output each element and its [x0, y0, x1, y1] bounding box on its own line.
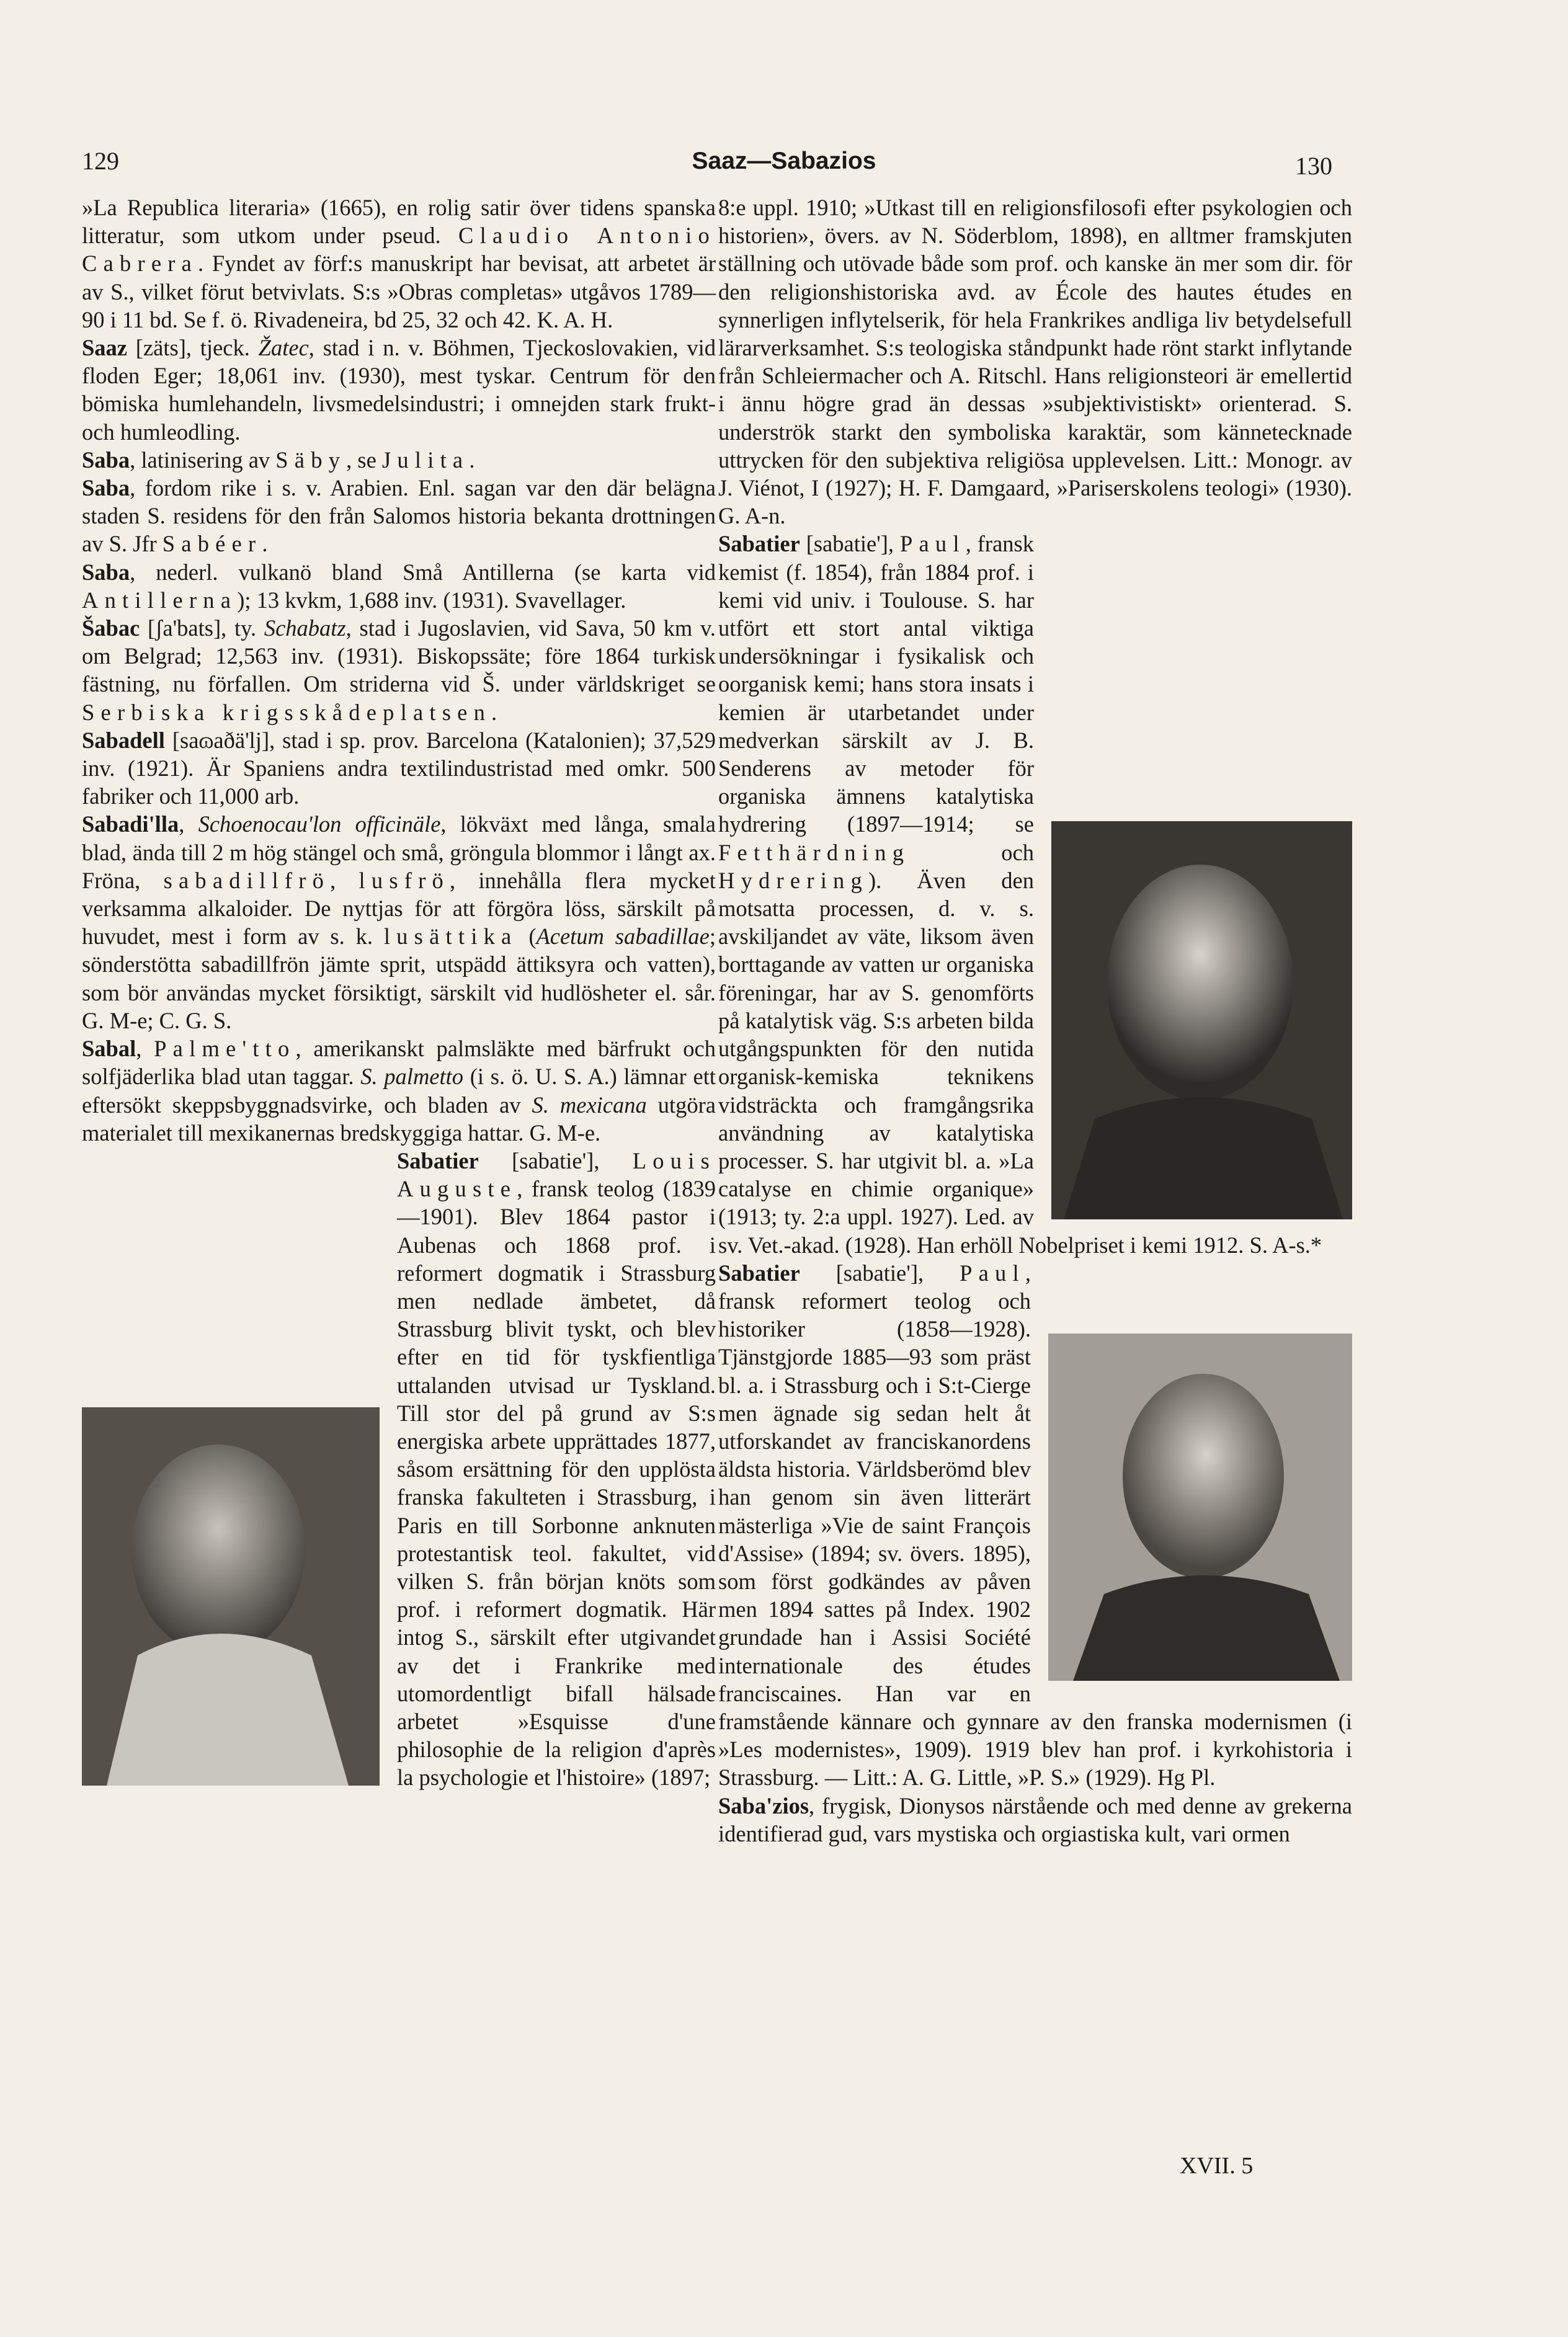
entry-text: Serbiska krigsskådeplatsen: [82, 699, 492, 725]
entry-paragraph: [82, 334, 716, 446]
entry-text: Schabatz: [264, 615, 346, 641]
entry-paragraph: [82, 614, 716, 726]
entry-headword: Sabatier: [397, 1147, 479, 1173]
portrait-image: [1051, 821, 1352, 1219]
entry-text: ,: [330, 867, 359, 893]
entry-text: Paul: [960, 1260, 1025, 1286]
entry-text: .: [469, 447, 475, 473]
entry-paragraph: [82, 558, 716, 614]
entry-text: .: [262, 531, 268, 557]
entry-headword: Saba'zios: [718, 1792, 809, 1818]
entry-text: Fetthärdning: [718, 839, 911, 865]
entry-text: [saɷaðä'lj], stad i sp. prov. Barcelona (Katalonien); 37,529 inv. (1921). Är Spaniens andra textilindustristad med omkr. 500 fabriker och 11,000 arb.: [82, 727, 716, 809]
entry-text: [sabatie'],: [800, 531, 900, 557]
entry-text: och: [910, 839, 1034, 865]
entry-text: [zäts], tjeck.: [127, 335, 259, 361]
running-title: Saaz—Sabazios: [692, 148, 876, 174]
entry-text: ); 13 kvkm, 1,688 inv. (1931). Svavellager.: [237, 587, 626, 613]
entry-text: , se: [346, 447, 382, 473]
entry-headword: Sabadell: [82, 727, 165, 753]
entry-headword: Saba: [82, 475, 130, 501]
entry-text: , amerikanskt palmsläkte med bärfrukt och solfjäderlika blad utan taggar.: [82, 1036, 716, 1090]
entry-text: , fordom rike i s. v. Arabien. Enl. sagan var den där belägna staden S. residens för den från Salomos historia bekanta drottningen av S. Jfr: [82, 475, 716, 557]
entry-text: Palme'tto: [154, 1036, 296, 1062]
portrait-image: [82, 1407, 380, 1786]
entry-paragraph: [82, 726, 716, 811]
entry-headword: Sabal: [82, 1036, 136, 1062]
entry-text: ,: [179, 811, 198, 837]
entry-text: S. palmetto: [360, 1064, 464, 1090]
sheet-signature: XVII. 5: [1180, 2153, 1254, 2179]
entry-text: , nederl. vulkanö bland Små Antillerna (se karta vid: [130, 559, 716, 585]
entry-headword: Sabatier: [718, 531, 800, 557]
entry-text: .: [491, 699, 497, 725]
entry-text: , fransk reformert teolog och historiker (1858—1928). Tjänstgjorde 1885—93 som präst bl. a. i Strassburg och i S:t-Cierge men ägnade sig sedan helt åt utforskandet av franciskanordens äldsta historia. Världsberömd blev han genom sin även litterärt mästerliga »Vie de saint François d'Assise» (1894; sv. övers. 1895), som först godkändes av påven men 1894 sattes på Index. 1902 grundade han i Assisi Société internationale des études franciscaines. Han var en framstående kännare och gynnare av den franska modernismen (i »Les modernistes», 1909). 1919 blev han prof. i kyrkohistoria i Strassburg. — Litt.: A. G. Little, »P. S.» (1929). Hg Pl.: [718, 1260, 1352, 1791]
entry-text: [sabatie'],: [800, 1260, 960, 1286]
entry-headword: Saba: [82, 447, 130, 473]
entry-paragraph: [718, 194, 1352, 530]
entry-paragraph: [82, 1035, 716, 1147]
entry-text: ; sönderstötta sabadillfrön jämte sprit, utspädd ättiksyra och vatten), som bör användas mycket försiktigt, särskilt vid hudlösheter el. sår. G. M-e; C. G. S.: [82, 924, 716, 1033]
entry-paragraph: [82, 1147, 716, 1792]
page-number-left: 129: [82, 147, 119, 175]
entry-text: 8:e uppl. 1910; »Utkast till en religionsfilosofi efter psykologien och historien», övers. av N. Söderblom, 1898), en alltmer framskjuten ställning och utövade både som prof. och kanske än mer som dir. för den religionshistoriska avd. av École des hautes études en synnerligen inflytelserik, för hela Frankrikes andliga liv betydelsefull lärarverksamhet. S:s teologiska ståndpunkt hade rönt starkt inflytande från Schleiermacher och A. Ritschl. Hans religionsteori är emellertid i ännu högre grad än dessas »subjektivistiskt» orienterad. S. underströk starkt den symboliska karaktär, som kännetecknade uttrycken för den subjektiva religiösa upplevelsen. Litt.: Monogr. av J. Viénot, I (1927); H. F. Damgaard, »Pariserskolens teologi» (1930). G. A-n.: [718, 195, 1352, 529]
entry-text: lusfrö: [359, 867, 450, 893]
entry-headword: Saaz: [82, 335, 127, 361]
entry-paragraph: [718, 530, 1352, 1258]
entry-text: Acetum sabadillae: [536, 924, 710, 950]
left-column: [82, 194, 716, 1792]
entry-text: ,: [136, 1036, 154, 1062]
entry-text: (i s. ö. U. S. A.) lämnar ett eftersökt skeppsbyggnadsvirke, och bladen av: [82, 1064, 716, 1118]
entry-text: , lökväxt med långa, smala blad, ända till 2 m hög stängel och små, gröngula blommor i långt ax. Fröna,: [82, 811, 716, 893]
entry-paragraph: [82, 446, 716, 474]
entry-text: , latinisering av: [130, 447, 276, 473]
entry-text: Louis Auguste: [397, 1147, 716, 1202]
entry-text: , fransk teolog (1839—1901). Blev 1864 pastor i Aubenas och 1868 prof. i reformert dogmatik i Strassburg men nedlade ämbetet, då Strassburg blivit tyskt, och blev efter en tid för tyskfientliga uttalanden utvisad ur Tyskland. Till stor del på grund av S:s energiska arbete upprättades 1877, såsom ersättning för den upplösta franska fakulteten i Strassburg, i Paris en till Sorbonne anknuten protestantisk teol. fakultet, vid vilken S. från början knöts som prof. i reformert dogmatik. Här intog S., särskilt efter utgivandet av det i Frankrike med utomordentligt bifall hälsade arbetet »Esquisse d'une philosophie de la religion d'après la psychologie et l'histoire» (1897;: [397, 1176, 716, 1791]
entry-text: Claudio Antonio Cabrera: [82, 223, 716, 277]
entry-text: Antillerna: [82, 587, 238, 613]
entry-headword: Saba: [82, 559, 130, 585]
entry-text: Paul: [899, 531, 966, 557]
entry-text: Žatec: [258, 335, 309, 361]
right-column: [718, 194, 1352, 1848]
entry-paragraph: [718, 1792, 1352, 1848]
entry-text: ). Även den motsatta processen, d. v. s. avskiljandet av väte, liksom även borttagande av vatten ur organiska föreningar, har av S. genomförts på katalytisk väg. S:s arbeten bilda utgångspunkten för den nutida organisk-kemiska teknikens vidsträckta och framgångsrika användning av katalytiska processer. S. har utgivit bl. a. »La catalyse en chimie organique» (1913; ty. 2:a uppl. 1927). Led. av sv. Vet.-akad. (1928). Han erhöll Nobelpriset i kemi 1912. S. A-s.*: [718, 867, 1322, 1258]
entry-headword: Šabac: [82, 615, 140, 641]
entry-text: Säby: [275, 447, 347, 473]
entry-paragraph: [82, 810, 716, 1035]
entry-text: lusättika: [383, 924, 518, 950]
entry-text: »La Republica literaria» (1665), en rolig satir över tidens spanska litteratur, som utkom under pseud.: [82, 195, 716, 249]
entry-paragraph: [82, 194, 716, 334]
entry-text: Sabéer: [162, 531, 262, 557]
entry-text: utgöra materialet till mexikanernas bredskyggiga hattar. G. M-e.: [82, 1092, 716, 1146]
entry-text: , innehålla flera mycket verksamma alkaloider. De nyttjas för att förgöra löss, särskilt på huvudet, mest i form av s. k.: [82, 867, 716, 950]
entry-text: , stad i Jugoslavien, vid Sava, 50 km v. om Belgrad; 12,563 inv. (1931). Biskopssäte; före 1864 turkisk fästning, nu förfallen. Om striderna vid Š. under världskriget se: [82, 615, 716, 697]
portrait-image: [1048, 1333, 1352, 1681]
entry-text: , frygisk, Dionysos närstående och med denne av grekerna identifierad gud, vars mystiska och orgiastiska kult, vari ormen: [718, 1792, 1352, 1846]
entry-text: S. mexicana: [532, 1092, 647, 1118]
entry-paragraph: [718, 1259, 1352, 1792]
entry-paragraph: [82, 474, 716, 558]
entry-text: Hydrering: [718, 867, 868, 893]
entry-text: Julita: [381, 447, 470, 473]
page-number-right: 130: [1295, 152, 1332, 180]
entry-text: [ʃa'bats], ty.: [140, 615, 264, 641]
entry-text: (: [517, 924, 537, 950]
entry-text: Schoenocau'lon officinäle: [198, 811, 441, 837]
entry-text: , stad i n. v. Böhmen, Tjeckoslovakien, vid floden Eger; 18,061 inv. (1930), mest tyskar. Centrum för den bömiska humlehandeln, livsmedelsindustri; i omnejden stark frukt- och humleodling.: [82, 335, 716, 445]
entry-headword: Sabatier: [718, 1260, 800, 1286]
entry-headword: Sabadi'lla: [82, 811, 179, 837]
entry-text: . Fyndet av förf:s manuskript har bevisat, att arbetet är av S., vilket förut betvivlats. S:s »Obras completas» utgåvos 1789—90 i 11 bd. Se f. ö. Rivadeneira, bd 25, 32 och 42. K. A. H.: [82, 251, 716, 332]
entry-text: sabadillfrö: [163, 867, 331, 893]
entry-text: , fransk kemist (f. 1854), från 1884 prof. i kemi vid univ. i Toulouse. S. har utfört ett stort antal viktiga undersökningar i fysikalisk och oorganisk kemi; hans stora insats i kemien är utarbetandet under medverkan särskilt av J. B. Senderens av metoder för organiska ämnens katalytiska hydrering (1897—1914; se: [718, 531, 1034, 837]
entry-text: [sabatie'],: [478, 1147, 633, 1173]
